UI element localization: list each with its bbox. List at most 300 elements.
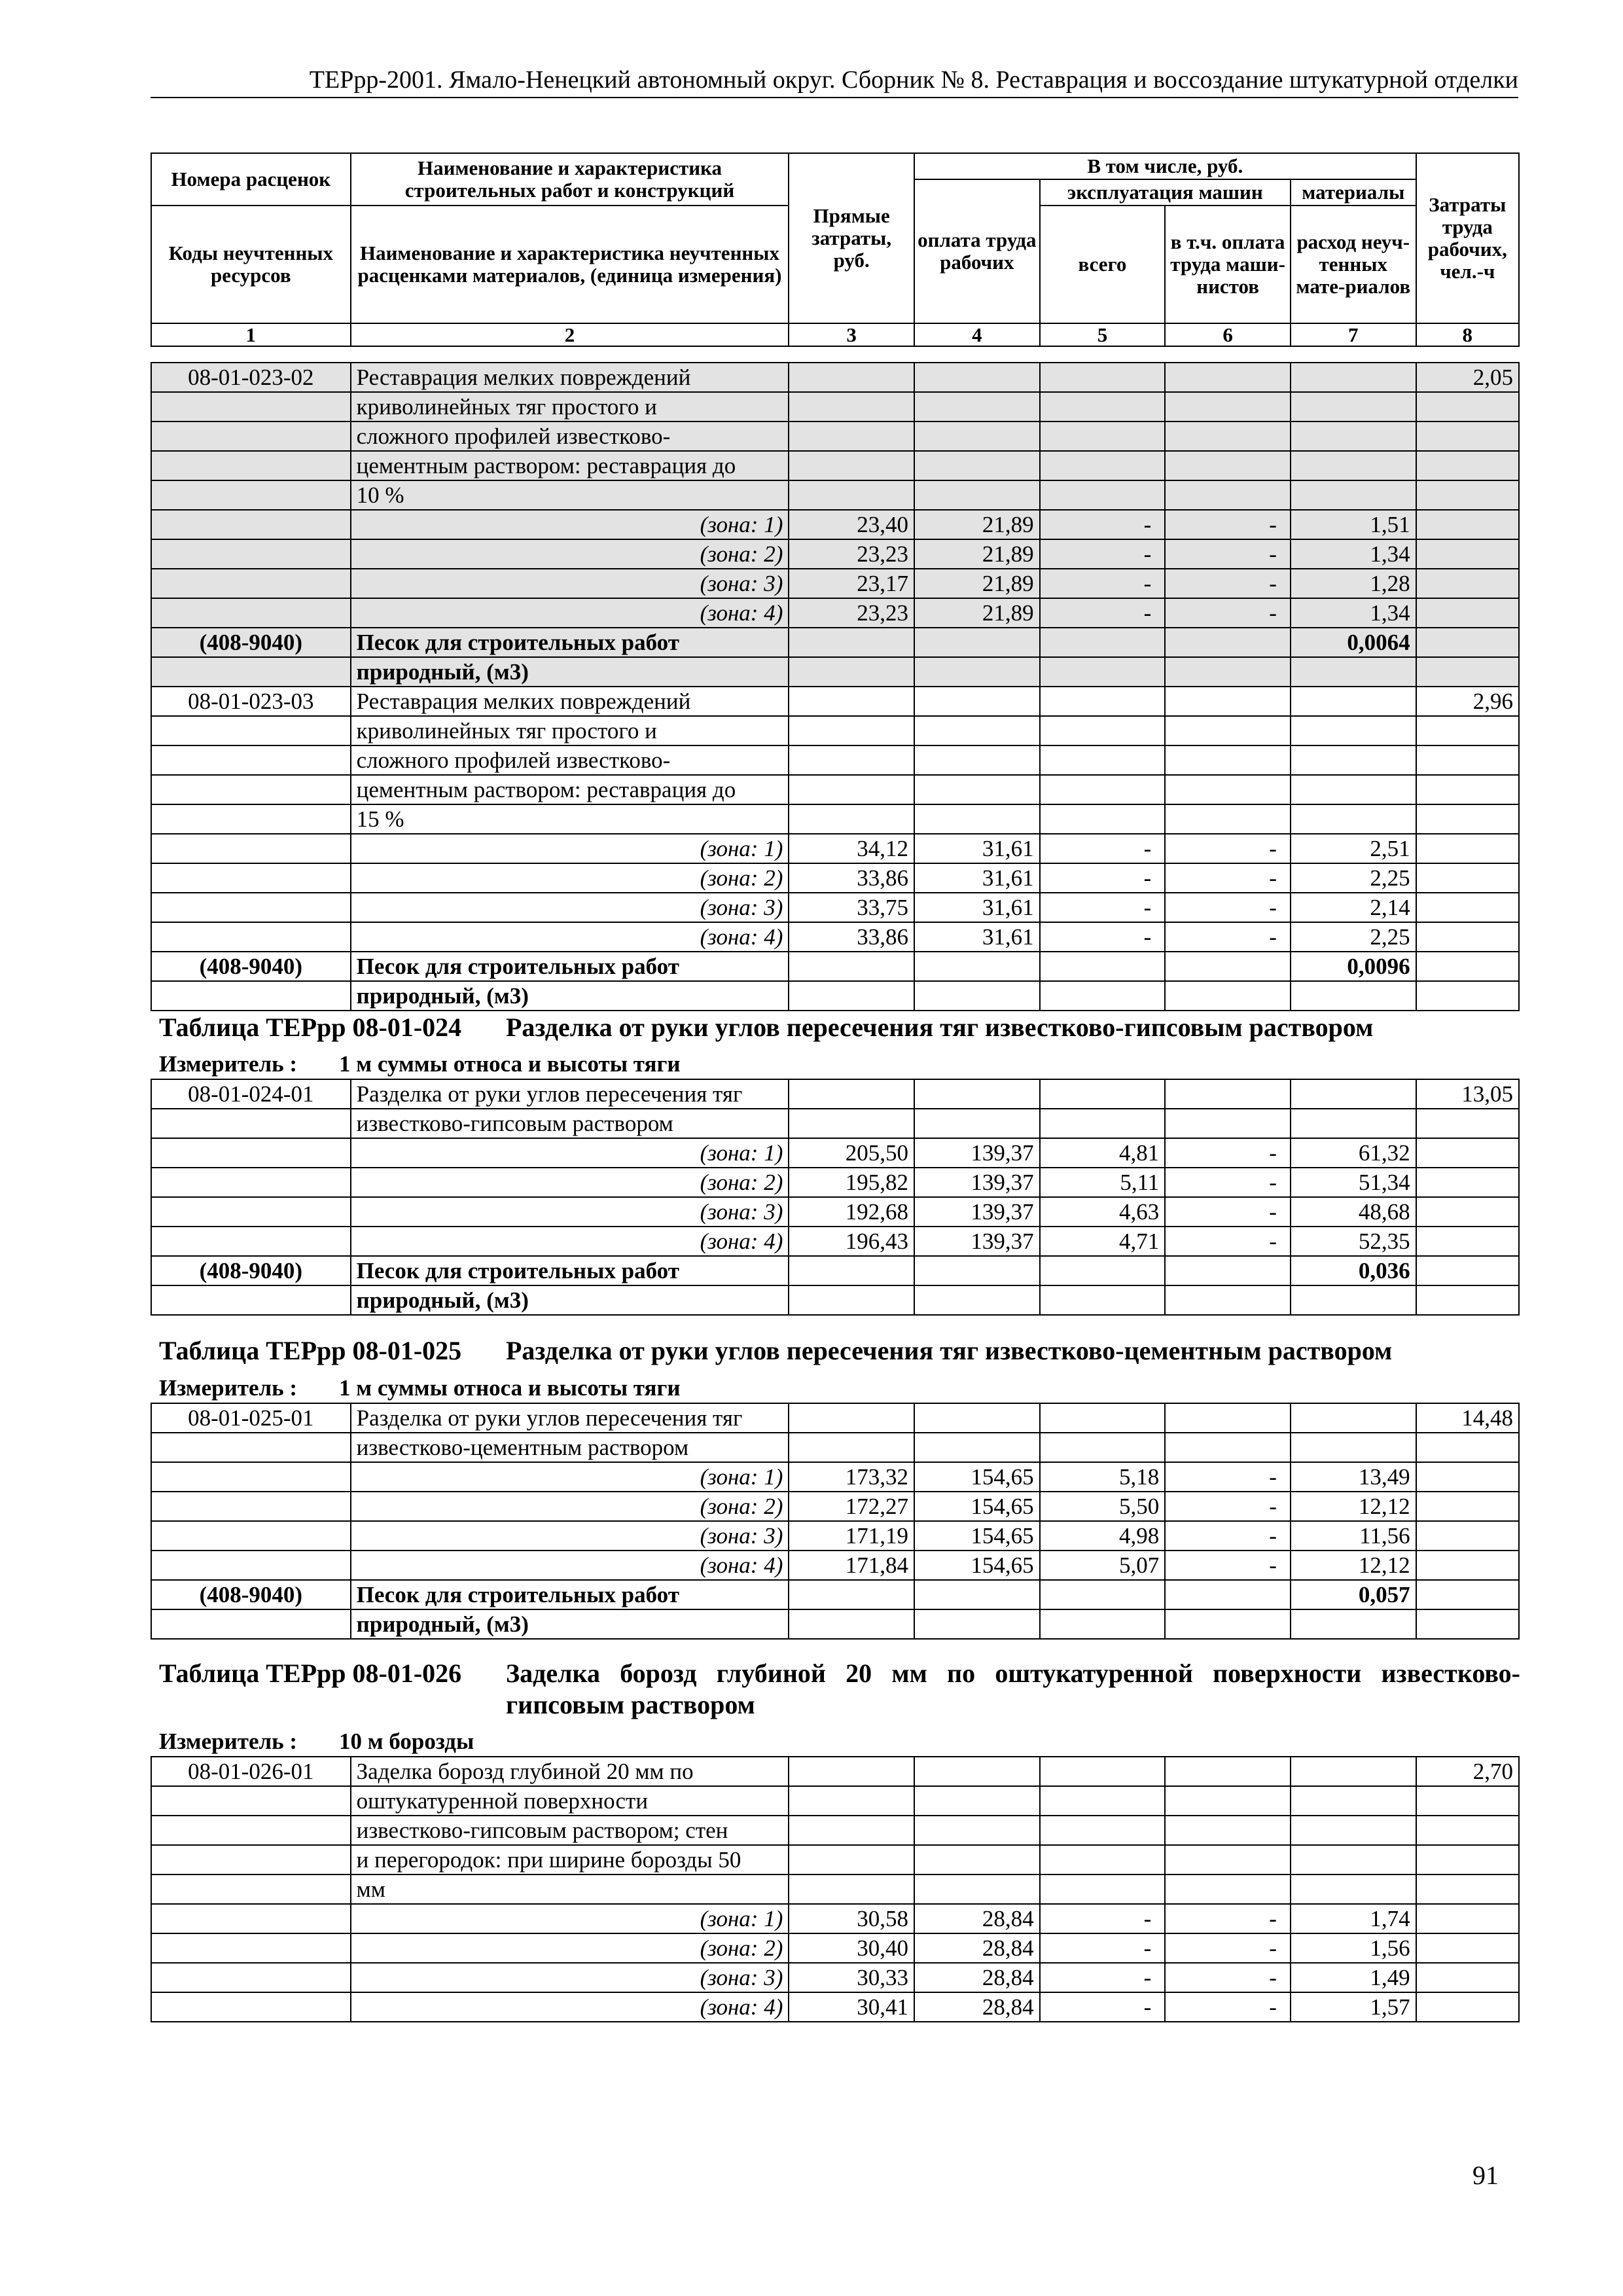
empty-cell xyxy=(1040,804,1166,834)
rate-row xyxy=(151,1845,1519,1874)
col-num: 5 xyxy=(1040,323,1166,346)
page-number: 91 xyxy=(1472,2161,1499,2190)
empty-cell xyxy=(1416,1933,1519,1963)
empty-cell xyxy=(1291,657,1416,687)
empty-cell xyxy=(1291,1433,1416,1462)
empty-cell xyxy=(151,716,351,745)
direct-costs: 30,41 xyxy=(789,1992,914,2022)
machine-labor-pay: - xyxy=(1165,1197,1291,1227)
empty-cell xyxy=(1291,1845,1416,1874)
machine-total: 4,98 xyxy=(1040,1521,1166,1551)
resource-code: (408-9040) xyxy=(151,952,351,981)
empty-cell xyxy=(1291,451,1416,480)
machine-labor-pay: - xyxy=(1165,863,1291,893)
zone-label: (зона: 4) xyxy=(351,922,789,952)
materials-cost: 1,56 xyxy=(1291,1933,1416,1963)
empty-cell xyxy=(914,657,1040,687)
machine-total: - xyxy=(1040,863,1166,893)
rate-description: оштукатуренной поверхности xyxy=(351,1786,789,1816)
empty-cell xyxy=(1291,363,1416,392)
empty-cell xyxy=(1040,1757,1166,1786)
empty-cell xyxy=(1416,1285,1519,1315)
empty-cell xyxy=(914,392,1040,422)
empty-cell xyxy=(789,422,914,451)
machine-total: - xyxy=(1040,1904,1166,1933)
empty-cell xyxy=(1165,804,1291,834)
empty-cell xyxy=(914,981,1040,1011)
resource-row xyxy=(151,952,1519,981)
rate-code: 08-01-026-01 xyxy=(151,1757,351,1786)
empty-cell xyxy=(1040,1256,1166,1285)
empty-cell xyxy=(1416,893,1519,922)
zone-row xyxy=(151,863,1519,893)
empty-cell xyxy=(1040,628,1166,657)
resource-quantity: 0,036 xyxy=(1291,1256,1416,1285)
rate-row xyxy=(151,363,1519,392)
labor-pay: 28,84 xyxy=(914,1933,1040,1963)
empty-cell xyxy=(914,1874,1040,1904)
materials-cost: 1,49 xyxy=(1291,1963,1416,1992)
empty-cell xyxy=(1040,716,1166,745)
empty-cell xyxy=(1040,1786,1166,1816)
empty-cell xyxy=(914,1403,1040,1433)
resource-name: Песок для строительных работ xyxy=(351,1256,789,1285)
empty-cell xyxy=(1165,1109,1291,1138)
empty-cell xyxy=(1416,1580,1519,1609)
col-labor-hours: Затраты труда рабочих, чел.-ч xyxy=(1416,153,1519,323)
empty-cell xyxy=(151,1904,351,1933)
empty-cell xyxy=(1291,981,1416,1011)
empty-cell xyxy=(1165,952,1291,981)
labor-hours: 2,70 xyxy=(1416,1757,1519,1786)
zone-label: (зона: 2) xyxy=(351,539,789,569)
empty-cell xyxy=(1040,451,1166,480)
empty-cell xyxy=(1165,1786,1291,1816)
empty-cell xyxy=(1165,392,1291,422)
rate-row xyxy=(151,1403,1519,1433)
empty-cell xyxy=(151,422,351,451)
materials-cost: 51,34 xyxy=(1291,1168,1416,1197)
materials-cost: 12,12 xyxy=(1291,1492,1416,1521)
empty-cell xyxy=(914,451,1040,480)
empty-cell xyxy=(151,893,351,922)
empty-cell xyxy=(151,1197,351,1227)
empty-cell xyxy=(1291,392,1416,422)
empty-cell xyxy=(1040,952,1166,981)
col-num: 6 xyxy=(1165,323,1291,346)
resource-code: (408-9040) xyxy=(151,628,351,657)
rate-description: известково-гипсовым раствором; стен xyxy=(351,1816,789,1845)
empty-cell xyxy=(789,1609,914,1639)
empty-cell xyxy=(151,1168,351,1197)
empty-cell xyxy=(789,1816,914,1845)
resource-row xyxy=(151,628,1519,657)
machine-total: - xyxy=(1040,569,1166,598)
empty-cell xyxy=(1416,1138,1519,1168)
machine-labor-pay: - xyxy=(1165,1963,1291,1992)
empty-cell xyxy=(1291,745,1416,775)
empty-cell xyxy=(789,1580,914,1609)
empty-cell xyxy=(1416,1227,1519,1256)
rate-code: 08-01-025-01 xyxy=(151,1403,351,1433)
materials-cost: 2,25 xyxy=(1291,922,1416,952)
empty-cell xyxy=(1416,392,1519,422)
zone-label: (зона: 4) xyxy=(351,1227,789,1256)
empty-cell xyxy=(789,981,914,1011)
empty-cell xyxy=(1291,1786,1416,1816)
rate-description: Разделка от руки углов пересечения тяг xyxy=(351,1403,789,1433)
col-num: 8 xyxy=(1416,323,1519,346)
empty-cell xyxy=(1416,1992,1519,2022)
zone-label: (зона: 1) xyxy=(351,834,789,863)
empty-cell xyxy=(151,775,351,804)
empty-cell xyxy=(789,1285,914,1315)
empty-cell xyxy=(151,539,351,569)
empty-cell xyxy=(1416,775,1519,804)
empty-cell xyxy=(151,922,351,952)
empty-cell xyxy=(789,745,914,775)
materials-cost: 52,35 xyxy=(1291,1227,1416,1256)
empty-cell xyxy=(1416,981,1519,1011)
empty-cell xyxy=(1416,804,1519,834)
empty-cell xyxy=(151,863,351,893)
rate-row xyxy=(151,1433,1519,1462)
labor-pay: 21,89 xyxy=(914,510,1040,539)
direct-costs: 23,23 xyxy=(789,598,914,628)
direct-costs: 172,27 xyxy=(789,1492,914,1521)
empty-cell xyxy=(151,1285,351,1315)
empty-cell xyxy=(1040,480,1166,510)
empty-cell xyxy=(1165,628,1291,657)
resource-row xyxy=(151,1285,1519,1315)
empty-cell xyxy=(1416,539,1519,569)
resource-quantity: 0,0096 xyxy=(1291,952,1416,981)
empty-cell xyxy=(1165,1609,1291,1639)
empty-cell xyxy=(1416,1609,1519,1639)
resource-name: природный, (м3) xyxy=(351,657,789,687)
direct-costs: 33,75 xyxy=(789,893,914,922)
rate-description: цементным раствором: реставрация до xyxy=(351,775,789,804)
machine-labor-pay: - xyxy=(1165,922,1291,952)
zone-row xyxy=(151,539,1519,569)
zone-row xyxy=(151,834,1519,863)
empty-cell xyxy=(1165,687,1291,716)
empty-cell xyxy=(1291,422,1416,451)
zone-row xyxy=(151,598,1519,628)
machine-total: - xyxy=(1040,834,1166,863)
empty-cell xyxy=(1416,1197,1519,1227)
resource-quantity: 0,0064 xyxy=(1291,628,1416,657)
machine-labor-pay: - xyxy=(1165,598,1291,628)
rate-code: 08-01-023-03 xyxy=(151,687,351,716)
empty-cell xyxy=(1416,480,1519,510)
machine-total: - xyxy=(1040,539,1166,569)
empty-cell xyxy=(1040,1285,1166,1315)
resource-row xyxy=(151,1256,1519,1285)
rate-row xyxy=(151,1757,1519,1786)
empty-cell xyxy=(1291,687,1416,716)
rate-code: 08-01-023-02 xyxy=(151,363,351,392)
empty-cell xyxy=(1416,510,1519,539)
empty-cell xyxy=(1416,1492,1519,1521)
empty-cell xyxy=(151,1786,351,1816)
materials-cost: 12,12 xyxy=(1291,1551,1416,1580)
empty-cell xyxy=(789,716,914,745)
empty-cell xyxy=(1416,922,1519,952)
zone-row xyxy=(151,1138,1519,1168)
empty-cell xyxy=(914,1109,1040,1138)
empty-cell xyxy=(789,480,914,510)
rate-description: известково-цементным раствором xyxy=(351,1433,789,1462)
empty-cell xyxy=(914,1433,1040,1462)
zone-label: (зона: 1) xyxy=(351,1462,789,1492)
zone-label: (зона: 2) xyxy=(351,1933,789,1963)
labor-pay: 21,89 xyxy=(914,598,1040,628)
machine-labor-pay: - xyxy=(1165,1521,1291,1551)
machine-labor-pay: - xyxy=(1165,539,1291,569)
empty-cell xyxy=(151,451,351,480)
empty-cell xyxy=(914,628,1040,657)
zone-row xyxy=(151,1933,1519,1963)
empty-cell xyxy=(1416,834,1519,863)
materials-cost: 1,51 xyxy=(1291,510,1416,539)
empty-cell xyxy=(914,422,1040,451)
machine-labor-pay: - xyxy=(1165,1904,1291,1933)
resource-name: Песок для строительных работ xyxy=(351,952,789,981)
empty-cell xyxy=(1165,745,1291,775)
empty-cell xyxy=(151,981,351,1011)
empty-cell xyxy=(1165,716,1291,745)
labor-hours: 14,48 xyxy=(1416,1403,1519,1433)
labor-pay: 154,65 xyxy=(914,1492,1040,1521)
materials-cost: 2,51 xyxy=(1291,834,1416,863)
rates-table-026 xyxy=(151,1756,1520,2022)
zone-row xyxy=(151,1963,1519,1992)
zone-row xyxy=(151,1521,1519,1551)
empty-cell xyxy=(789,1874,914,1904)
machine-total: - xyxy=(1040,922,1166,952)
empty-cell xyxy=(1416,745,1519,775)
rate-code: 08-01-024-01 xyxy=(151,1079,351,1109)
machine-total: 5,07 xyxy=(1040,1551,1166,1580)
table-meter-025: Измеритель : 1 м суммы относа и высоты тяги xyxy=(159,1375,681,1401)
empty-cell xyxy=(151,1551,351,1580)
empty-cell xyxy=(151,804,351,834)
empty-cell xyxy=(151,1609,351,1639)
empty-cell xyxy=(914,1757,1040,1786)
empty-cell xyxy=(151,1227,351,1256)
empty-cell xyxy=(1165,775,1291,804)
empty-cell xyxy=(1416,1845,1519,1874)
empty-cell xyxy=(914,1845,1040,1874)
empty-cell xyxy=(151,1109,351,1138)
empty-cell xyxy=(1165,1285,1291,1315)
resource-row xyxy=(151,1609,1519,1639)
empty-cell xyxy=(789,451,914,480)
col-rate-numbers: Номера расценок xyxy=(151,153,351,206)
zone-row xyxy=(151,922,1519,952)
labor-hours: 2,96 xyxy=(1416,687,1519,716)
empty-cell xyxy=(789,657,914,687)
empty-cell xyxy=(1165,981,1291,1011)
empty-cell xyxy=(1040,363,1166,392)
machine-labor-pay: - xyxy=(1165,510,1291,539)
empty-cell xyxy=(151,1521,351,1551)
empty-cell xyxy=(789,1757,914,1786)
empty-cell xyxy=(1291,804,1416,834)
resource-name: природный, (м3) xyxy=(351,1609,789,1639)
machine-total: 4,71 xyxy=(1040,1227,1166,1256)
empty-cell xyxy=(1165,1845,1291,1874)
empty-cell xyxy=(914,745,1040,775)
empty-cell xyxy=(1040,1403,1166,1433)
zone-label: (зона: 3) xyxy=(351,1197,789,1227)
zone-label: (зона: 3) xyxy=(351,1521,789,1551)
empty-cell xyxy=(1165,1580,1291,1609)
zone-label: (зона: 2) xyxy=(351,1168,789,1197)
rate-row xyxy=(151,687,1519,716)
rate-description: Разделка от руки углов пересечения тяг xyxy=(351,1079,789,1109)
empty-cell xyxy=(151,1433,351,1462)
machine-labor-pay: - xyxy=(1165,834,1291,863)
col-machine-ops: эксплуатация машин xyxy=(1040,179,1291,206)
rate-description: Реставрация мелких повреждений xyxy=(351,363,789,392)
empty-cell xyxy=(789,804,914,834)
labor-pay: 21,89 xyxy=(914,539,1040,569)
labor-pay: 31,61 xyxy=(914,863,1040,893)
labor-pay: 154,65 xyxy=(914,1551,1040,1580)
empty-cell xyxy=(914,716,1040,745)
materials-cost: 1,34 xyxy=(1291,539,1416,569)
direct-costs: 33,86 xyxy=(789,863,914,893)
empty-cell xyxy=(1291,1109,1416,1138)
empty-cell xyxy=(789,687,914,716)
empty-cell xyxy=(1416,716,1519,745)
empty-cell xyxy=(1040,687,1166,716)
machine-total: - xyxy=(1040,510,1166,539)
empty-cell xyxy=(151,1963,351,1992)
empty-cell xyxy=(1291,1285,1416,1315)
zone-row xyxy=(151,1227,1519,1256)
col-direct-costs: Прямые затраты, руб. xyxy=(789,153,914,323)
machine-labor-pay: - xyxy=(1165,1168,1291,1197)
rate-row xyxy=(151,422,1519,451)
empty-cell xyxy=(1165,1874,1291,1904)
col-num: 7 xyxy=(1291,323,1416,346)
empty-cell xyxy=(151,1138,351,1168)
rate-description: криволинейных тяг простого и xyxy=(351,392,789,422)
empty-cell xyxy=(789,1433,914,1462)
rate-description: сложного профилей известково- xyxy=(351,745,789,775)
zone-label: (зона: 2) xyxy=(351,863,789,893)
resource-name: Песок для строительных работ xyxy=(351,1580,789,1609)
materials-cost: 11,56 xyxy=(1291,1521,1416,1551)
empty-cell xyxy=(151,598,351,628)
col-incl: В том числе, руб. xyxy=(914,153,1416,179)
empty-cell xyxy=(1040,1845,1166,1874)
empty-cell xyxy=(1416,1786,1519,1816)
empty-cell xyxy=(1165,363,1291,392)
labor-hours: 2,05 xyxy=(1416,363,1519,392)
table-meter-026: Измеритель : 10 м борозды xyxy=(159,1729,474,1754)
col-materials-sub: расход неуч-тенных мате-риалов xyxy=(1291,206,1416,323)
empty-cell xyxy=(151,834,351,863)
empty-cell xyxy=(1416,569,1519,598)
materials-cost: 13,49 xyxy=(1291,1462,1416,1492)
empty-cell xyxy=(914,1786,1040,1816)
empty-cell xyxy=(1165,451,1291,480)
direct-costs: 195,82 xyxy=(789,1168,914,1197)
rate-row xyxy=(151,1109,1519,1138)
machine-labor-pay: - xyxy=(1165,1462,1291,1492)
labor-pay: 139,37 xyxy=(914,1227,1040,1256)
labor-pay: 154,65 xyxy=(914,1462,1040,1492)
zone-row xyxy=(151,1492,1519,1521)
zone-row xyxy=(151,1462,1519,1492)
empty-cell xyxy=(789,363,914,392)
zone-row xyxy=(151,1904,1519,1933)
empty-cell xyxy=(789,952,914,981)
rate-row xyxy=(151,1786,1519,1816)
zone-label: (зона: 3) xyxy=(351,1963,789,1992)
page-header: ТЕРрр-2001. Ямало-Ненецкий автономный округ. Сборник № 8. Реставрация и воссоздание штукатурной отделки xyxy=(151,63,1518,98)
col-num: 4 xyxy=(914,323,1040,346)
rate-row xyxy=(151,1816,1519,1845)
direct-costs: 23,40 xyxy=(789,510,914,539)
empty-cell xyxy=(789,1786,914,1816)
labor-hours: 13,05 xyxy=(1416,1079,1519,1109)
machine-total: 5,11 xyxy=(1040,1168,1166,1197)
zone-label: (зона: 3) xyxy=(351,569,789,598)
col-num: 3 xyxy=(789,323,914,346)
table-meter-024: Измеритель : 1 м суммы относа и высоты тяги xyxy=(159,1051,681,1077)
rate-row xyxy=(151,1079,1519,1109)
empty-cell xyxy=(1291,775,1416,804)
empty-cell xyxy=(1416,1521,1519,1551)
resource-code: (408-9040) xyxy=(151,1256,351,1285)
table-title-025: Таблица ТЕРрр 08-01-025 Разделка от руки углов пересечения тяг известково-цементным раствором xyxy=(159,1336,1393,1365)
zone-label: (зона: 4) xyxy=(351,1551,789,1580)
empty-cell xyxy=(1416,657,1519,687)
empty-cell xyxy=(151,510,351,539)
empty-cell xyxy=(1040,1433,1166,1462)
direct-costs: 33,86 xyxy=(789,922,914,952)
rate-description: Реставрация мелких повреждений xyxy=(351,687,789,716)
labor-pay: 139,37 xyxy=(914,1138,1040,1168)
col-materials: материалы xyxy=(1291,179,1416,206)
resource-code: (408-9040) xyxy=(151,1580,351,1609)
empty-cell xyxy=(1291,480,1416,510)
empty-cell xyxy=(151,657,351,687)
direct-costs: 23,17 xyxy=(789,569,914,598)
materials-cost: 1,74 xyxy=(1291,1904,1416,1933)
materials-cost: 2,14 xyxy=(1291,893,1416,922)
empty-cell xyxy=(914,1580,1040,1609)
rates-table-024 xyxy=(151,1079,1520,1316)
machine-labor-pay: - xyxy=(1165,1933,1291,1963)
zone-row xyxy=(151,510,1519,539)
materials-cost: 1,34 xyxy=(1291,598,1416,628)
zone-row xyxy=(151,1197,1519,1227)
rate-row xyxy=(151,1874,1519,1904)
empty-cell xyxy=(1040,657,1166,687)
machine-total: - xyxy=(1040,1992,1166,2022)
machine-labor-pay: - xyxy=(1165,1551,1291,1580)
empty-cell xyxy=(1040,1874,1166,1904)
rate-row xyxy=(151,392,1519,422)
empty-cell xyxy=(1416,1168,1519,1197)
empty-cell xyxy=(151,1845,351,1874)
